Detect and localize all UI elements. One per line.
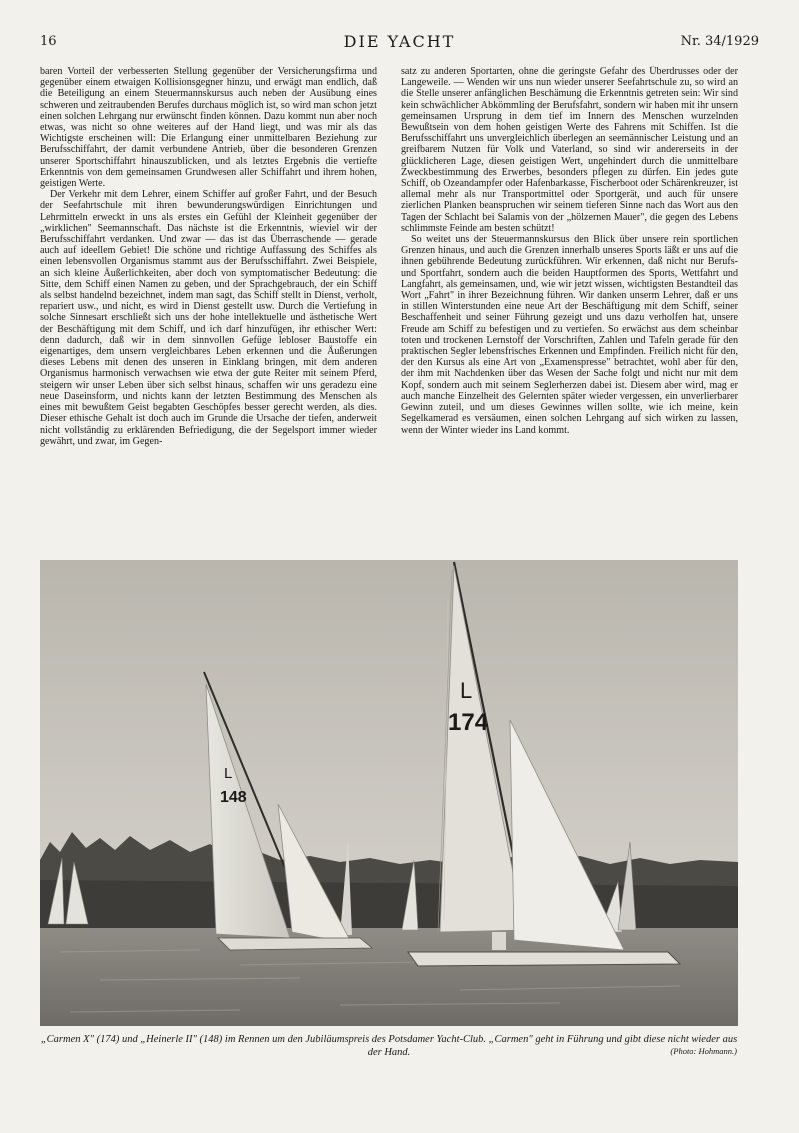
paragraph: Der Verkehr mit dem Lehrer, einem Schiffer auf großer Fahrt, und der Besuch der Seefahrtschule mit ihren bewunderungswürdigen Einrichtungen und Lehrmitteln erweckt in uns als erstes ein Gefühl der Kleinheit gegenüber der „wirklichen" Seemannschaft. Das nächste ist die Erkenntnis, wieviel wir der Berufsschiffahrt verdanken. Und zwar — das ist das Überraschende — gerade auch auf ideellem Gebiet! Die schöne und richtige Auffassung des Schiffes als einen lebensvollen Organismus stammt aus der Berufsschiffahrt. Zwei Beispiele, an sich kleine Äußerlichkeiten, aber doch von symptomatischer Bedeutung: die Sitte, dem Schiff einen Namen zu geben, und der Sprachgebrauch, der ein Schiff als selbst handelnd bezeichnet, indem man sagt, das Schiff stellt in Dienst, verholt, repariert usw., und nicht, es wird in Dienst gestellt usw. Durch die Vertiefung in solche Sinnesart erschließt sich uns der hohe intellektuelle und ästhetische Wert der Beschäftigung mit dem Schiff, und ich darf hinzufügen, ihr ethischer Wert: denn dadurch, daß wir in dem sinnvollen Gefüge lebloser Baustoffe ein eigenartiges, dem unsern vergleichbares Leben erkennen und die Äußerungen dieses Lebens mit denen des unseren in Einklang bringen, mit dem anderen Organismus harmonisch verwachsen wie etwa der gute Reiter mit seinem Pferd, steigern wir unser Leben über sich selbst hinaus, schaffen wir uns geradezu eine neue Daseinsform, und nichts kann der letzten Bestimmung des Menschen als eines mit bewußtem Geist begabten Geschöpfes besser gerecht werden, als dies. Dieser ethische Gehalt ist doch auch im Grunde die Ursache der tiefen, anderweit nicht vollständig zu erklärenden Befriedigung, die der Segelsport immer wieder gewährt, und zwar, im Gegen- xyxy=(40,189,377,447)
sail-letter-148: L xyxy=(224,765,233,782)
paragraph: satz zu anderen Sportarten, ohne die geringste Gefahr des Überdrusses oder der Langeweile. — Wenden wir uns nun wieder unserer Seefahrtschule zu, so wird an die Stelle unserer anfänglichen Beschämung die Erkenntnis getreten sein: Wir sind kein schwächlicher Abkömmling der Berufsfahrt, sondern wir haben mit ihr unsern gemeinsamen Ursprung in dem tief im Innern des Menschen wurzelnden Bewußtsein von dem hohen geistigen Werte des Fahrens mit Schiffen. Ist die Berufsschiffahrt uns unvergleichlich überlegen an seemännischer Leistung und an greifbarem Nutzen für Volk und Vaterland, so sind wir andererseits in der glücklicheren Lage, diesen geistigen Wert, ungehindert durch die unmittelbare Zweckbestimmung des Erwerbes, besonders pflegen zu dürfen. Ein jedes gute Schiff, ob Ozeandampfer oder Hafenbarkasse, Fischerboot oder Schärenkreuzer, ist allemal mehr als nur Transportmittel oder Sportgerät, und auch für unsere zierlichen Planken beanspruchen wir seinem tieferen Sinne nach das Wort aus den Tagen der Schlacht bei Salamis von der „hölzernen Mauer", die gegen des Lebens schlimmste Feinde am besten schützt! xyxy=(401,66,738,234)
photo-caption: „Carmen X" (174) und „Heinerle II" (148) im Rennen um den Jubiläumspreis des Potsdamer Yacht-Club. „Carmen" geht in Führung und gibt diese nicht wieder aus der Hand. xyxy=(40,1034,738,1058)
sail-number-174: 174 xyxy=(448,709,489,736)
magazine-title: DIE YACHT xyxy=(343,32,456,51)
paragraph: baren Vorteil der verbesserten Stellung gegenüber der Versicherungsfirma und gegenüber einem etwaigen Kollisionsgegner hinzu, und erwägt man endlich, daß die Beteiligung an einem Steuermannskursus auch neben der Ausübung eines schweren und zeitraubenden Berufes durchaus möglich ist, so wird man schon jetzt einen solchen Lehrgang nur erwünscht finden können. Dazu kommt nun aber noch etwas, was nicht so ohne weiteres auf der Hand liegt, und was mir als das Wichtigste erscheinen will: Die Erlangung einer unmittelbaren Beziehung zur Berufsschiffahrt, der damit verbundene Antrieb, über die besonderen Grenzen unserer Sportschiffahrt hinauszublicken, und als letztes Ergebnis die vertiefte Erkenntnis von dem gemeinsamen Grundwesen aller Schiffahrt und ihrem hohen, geistigen Werte. xyxy=(40,66,377,190)
right-column xyxy=(401,66,738,552)
left-column xyxy=(40,66,377,552)
photo-credit: (Photo: Hohmann.) xyxy=(670,1046,737,1056)
sail-letter-174: L xyxy=(460,678,473,703)
paragraph: So weitet uns der Steuermannskursus den Blick über unsere rein sportlichen Grenzen hinaus, und auch die Grenzen innerhalb unseres Sports läßt er uns auf die ihnen gebührende Bedeutung zurückführen. Wir erkennen, daß nicht nur Berufs- und Sportfahrt, sondern auch die beiden Hauptformen des Sports, Wettfahrt und Langfahrt, als gemeinsamen, und, wie wir jetzt wissen, wichtigsten Bestandteil das Wort „Fahrt" in ihrer Bezeichnung führen. Wir danken unserm Lehrer, daß er uns in stillen Winterstunden eine neue Art der Beschäftigung mit dem Schiff, seiner Beschaffenheit und seiner Führung gezeigt und uns dazu verholfen hat, unsere Freude am Schiff zu befestigen und zu vertiefen. So erwächst aus dem scheinbar toten und trockenen Lernstoff der Vorschriften, Zahlen und Tafeln gerade für den praktischen Segler lebensfrisches Erkennen und Empfinden. Freilich nicht für den, der den Kursus als eine Art von „Examenspresse" betrachtet, wohl aber für den, der ihm mit Nachdenken über das Wesen der Sache folgt und nicht nur mit dem Kopf, sondern auch mit seinem Seglerherzen dabei ist. Diesem aber wird, mag er auch manche Einzelheit des Gelernten später wieder vergessen, ein unverlierbarer Gewinn zuteil, und um dieses Gewinnes willen sollte, wie ich meine, kein Segelkamerad es versäumen, einen solchen Lehrgang auf sich wirken zu lassen, wenn der Winter wieder ins Land kommt. xyxy=(401,234,738,436)
page-number: 16 xyxy=(40,34,57,49)
issue-number: Nr. 34/1929 xyxy=(680,34,759,49)
page-header xyxy=(40,34,759,56)
sailing-race-photo xyxy=(40,560,738,1026)
sail-number-148: 148 xyxy=(220,789,247,806)
article-body xyxy=(40,66,738,552)
